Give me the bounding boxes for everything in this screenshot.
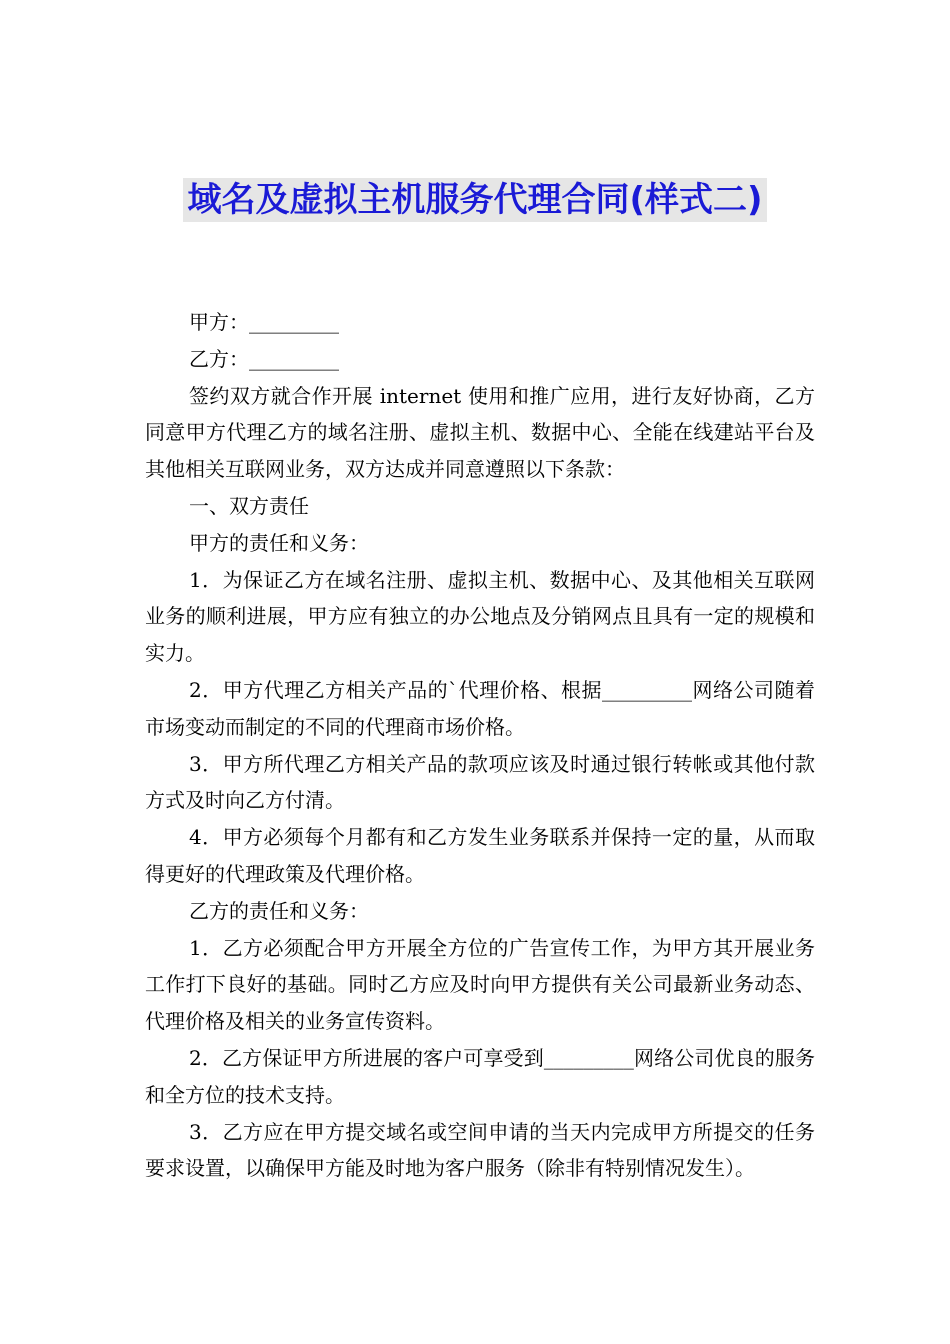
party-a-duty-1: 1．为保证乙方在域名注册、虚拟主机、数据中心、及其他相关互联网业务的顺利进展，甲方应有独立的办公地点及分销网点且具有一定的规模和实力。 xyxy=(145,567,815,666)
party-b-duty-2: 2．乙方保证甲方所进展的客户可享受到_________网络公司优良的服务和全方位的技术支持。 xyxy=(145,1045,815,1107)
title-container xyxy=(0,178,950,222)
party-b-duties-heading: 乙方的责任和义务： xyxy=(189,898,369,923)
preamble-paragraph: 签约双方就合作开展 internet 使用和推广应用，进行友好协商，乙方同意甲方代理乙方的域名注册、虚拟主机、数据中心、全能在线建站平台及其他相关互联网业务，双方达成并同意遵照以下条款： xyxy=(145,383,815,482)
party-b-duty-3: 3．乙方应在甲方提交域名或空间申请的当天内完成甲方所提交的任务要求设置，以确保甲方能及时地为客户服务（除非有特别情况发生）。 xyxy=(145,1119,815,1181)
document-title: 域名及虚拟主机服务代理合同(样式二) xyxy=(183,178,766,222)
party-a-duties-heading: 甲方的责任和义务： xyxy=(189,530,369,555)
party-a-duty-3: 3．甲方所代理乙方相关产品的款项应该及时通过银行转帐或其他付款方式及时向乙方付清。 xyxy=(145,751,815,813)
document-body xyxy=(145,304,815,1187)
party-a-line: 甲方：_________ xyxy=(189,310,339,334)
party-a-duty-2: 2．甲方代理乙方相关产品的`代理价格、根据_________网络公司随着市场变动而制定的不同的代理商市场价格。 xyxy=(145,677,815,739)
party-a-duty-4: 4．甲方必须每个月都有和乙方发生业务联系并保持一定的量，从而取得更好的代理政策及代理价格。 xyxy=(145,825,815,886)
section-heading: 一、双方责任 xyxy=(189,493,309,518)
party-b-duty-1: 1．乙方必须配合甲方开展全方位的广告宣传工作，为甲方其开展业务工作打下良好的基础。同时乙方应及时向甲方提供有关公司最新业务动态、代理价格及相关的业务宣传资料。 xyxy=(145,935,815,1034)
party-b-line: 乙方：_________ xyxy=(189,346,339,371)
